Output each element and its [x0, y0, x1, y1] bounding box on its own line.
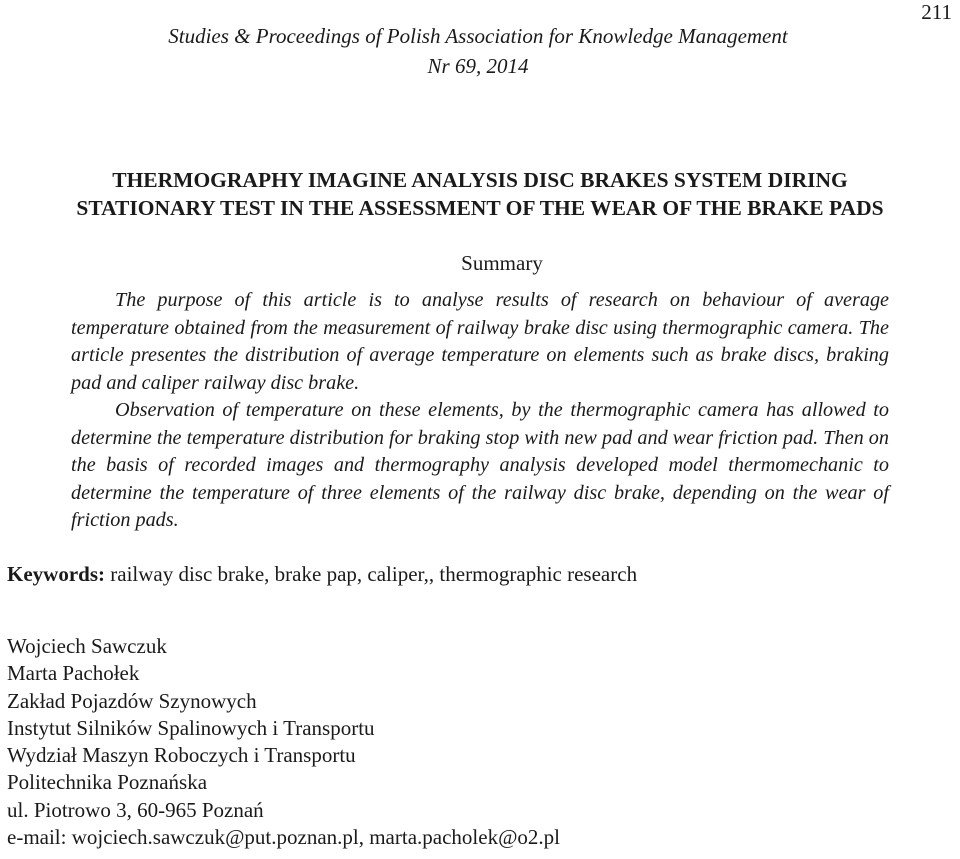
affiliation-faculty: Wydział Maszyn Roboczych i Transportu [7, 743, 356, 768]
paper-title [0, 166, 960, 222]
affiliation-university: Politechnika Poznańska [7, 770, 208, 795]
paper-title-line1: THERMOGRAPHY IMAGINE ANALYSIS DISC BRAKES SYSTEM DIRING [112, 168, 848, 192]
affiliation-department: Zakład Pojazdów Szynowych [7, 688, 257, 713]
author-affiliation [7, 633, 947, 851]
affiliation-address: ul. Piotrowo 3, 60-965 Poznań [7, 797, 264, 822]
abstract-paragraph-1: The purpose of this article is to analyse results of research on behaviour of average temperature obtained from the measurement of railway brake disc using thermographic camera. The article presentes the distribution of average temperature on elements such as brake discs, braking pad and caliper railway disc brake. [71, 289, 889, 394]
keywords-label: Keywords: [7, 562, 105, 586]
journal-name: Studies & Proceedings of Polish Association for Knowledge Management [168, 24, 788, 48]
affiliation-institute: Instytut Silników Spalinowych i Transportu [7, 715, 375, 740]
author-1: Wojciech Sawczuk [7, 634, 167, 658]
keywords [7, 559, 947, 589]
keywords-text: railway disc brake, brake pap, caliper,, thermographic research [105, 562, 638, 586]
author-2: Marta Pachołek [7, 661, 140, 686]
journal-issue: Nr 69, 2014 [427, 54, 529, 78]
abstract-paragraph-2: Observation of temperature on these elements, by the thermographic camera has allowed to determine the temperature distribution for braking stop with new pad and wear friction pad. Then on the basis of recorded images and thermography analysis developed model thermomechanic to determine the temperature of three elements of the railway disc brake, depending on the wear of friction pads. [71, 399, 889, 531]
author-email: e-mail: wojciech.sawczuk@put.poznan.pl, marta.pacholek@o2.pl [7, 825, 560, 850]
summary-heading: Summary [461, 251, 543, 275]
abstract [71, 287, 889, 535]
page-number: 211 [921, 0, 952, 24]
paper-title-line2: STATIONARY TEST IN THE ASSESSMENT OF THE WEAR OF THE BRAKE PADS [76, 196, 884, 220]
